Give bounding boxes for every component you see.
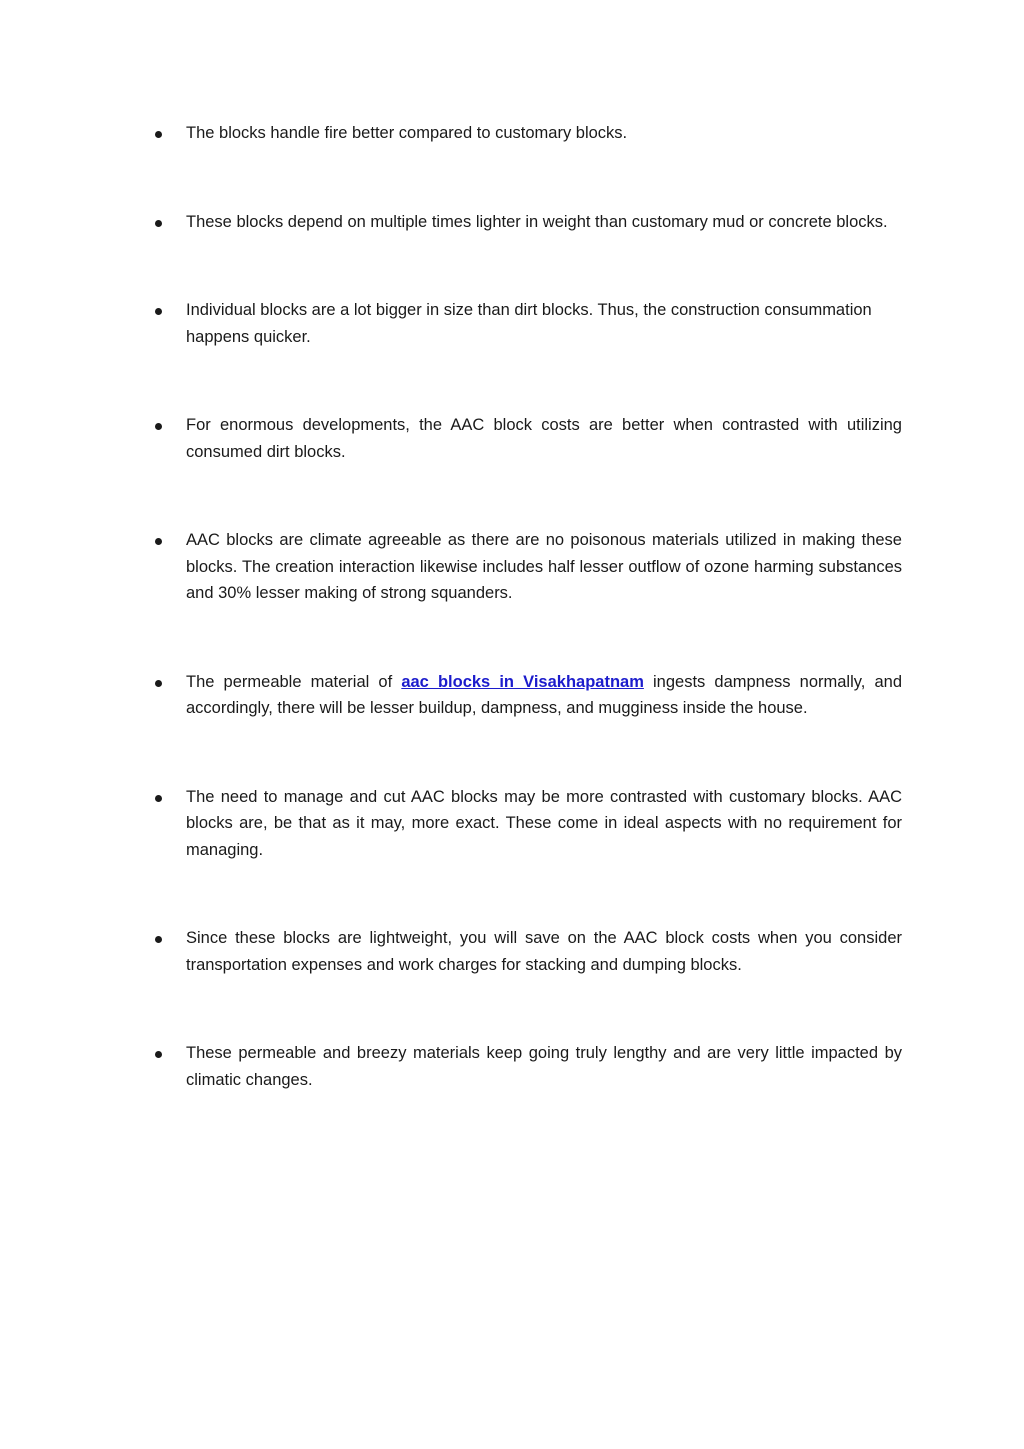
bullet-item-weight [150,209,902,236]
bullet-item-permeable [150,669,902,722]
bullet-text: The need to manage and cut AAC blocks may be more contrasted with customary blocks. AAC blocks are, be that as it may, more exact. These come in ideal aspects with no requirement for managing. [186,787,902,859]
bullet-text: These blocks depend on multiple times lighter in weight than customary mud or concrete blocks. [186,212,888,231]
bullet-item-fire [150,120,902,147]
bullet-text-after: ingests dampness normally, and accordingly, there will be lesser buildup, dampness, and mugginess inside the house. [186,672,902,717]
bullet-icon [155,795,162,802]
bullet-icon [155,308,162,315]
bullet-item-cost [150,412,902,465]
bullet-icon [155,538,162,545]
bullet-text: For enormous developments, the AAC block costs are better when contrasted with utilizing consumed dirt blocks. [186,416,902,461]
bullet-icon [155,131,162,138]
bullet-text: The blocks handle fire better compared to customary blocks. [186,124,628,142]
bullet-text: AAC blocks are climate agreeable as there are no poisonous materials utilized in making these blocks. The creation interaction likewise includes half lesser outflow of ozone harming substances and 30% lesser making of strong squanders. [186,531,902,602]
bullet-icon [155,1051,162,1058]
bullet-text: Individual blocks are a lot bigger in size than dirt blocks. Thus, the construction consummation happens quicker. [186,301,872,346]
bullet-item-lightweight [150,925,902,978]
bullet-item-size [150,297,902,350]
bullet-item-durable [150,1040,902,1093]
bullet-icon [155,936,162,943]
bullet-text-before: The permeable material of [186,672,402,691]
aac-blocks-link[interactable]: aac blocks in Visakhapatnam [401,672,644,691]
bullet-item-climate [150,527,902,607]
bullet-icon [155,423,162,430]
bullet-icon [155,220,162,227]
bullet-icon [155,680,162,687]
bullet-item-manage [150,784,902,864]
bullet-text: These permeable and breezy materials keep going truly lengthy and are very little impacted by climatic changes. [186,1044,902,1089]
bullet-text: Since these blocks are lightweight, you will save on the AAC block costs when you consider transportation expenses and work charges for stacking and dumping blocks. [186,929,902,974]
benefits-bullet-list [150,120,902,1155]
